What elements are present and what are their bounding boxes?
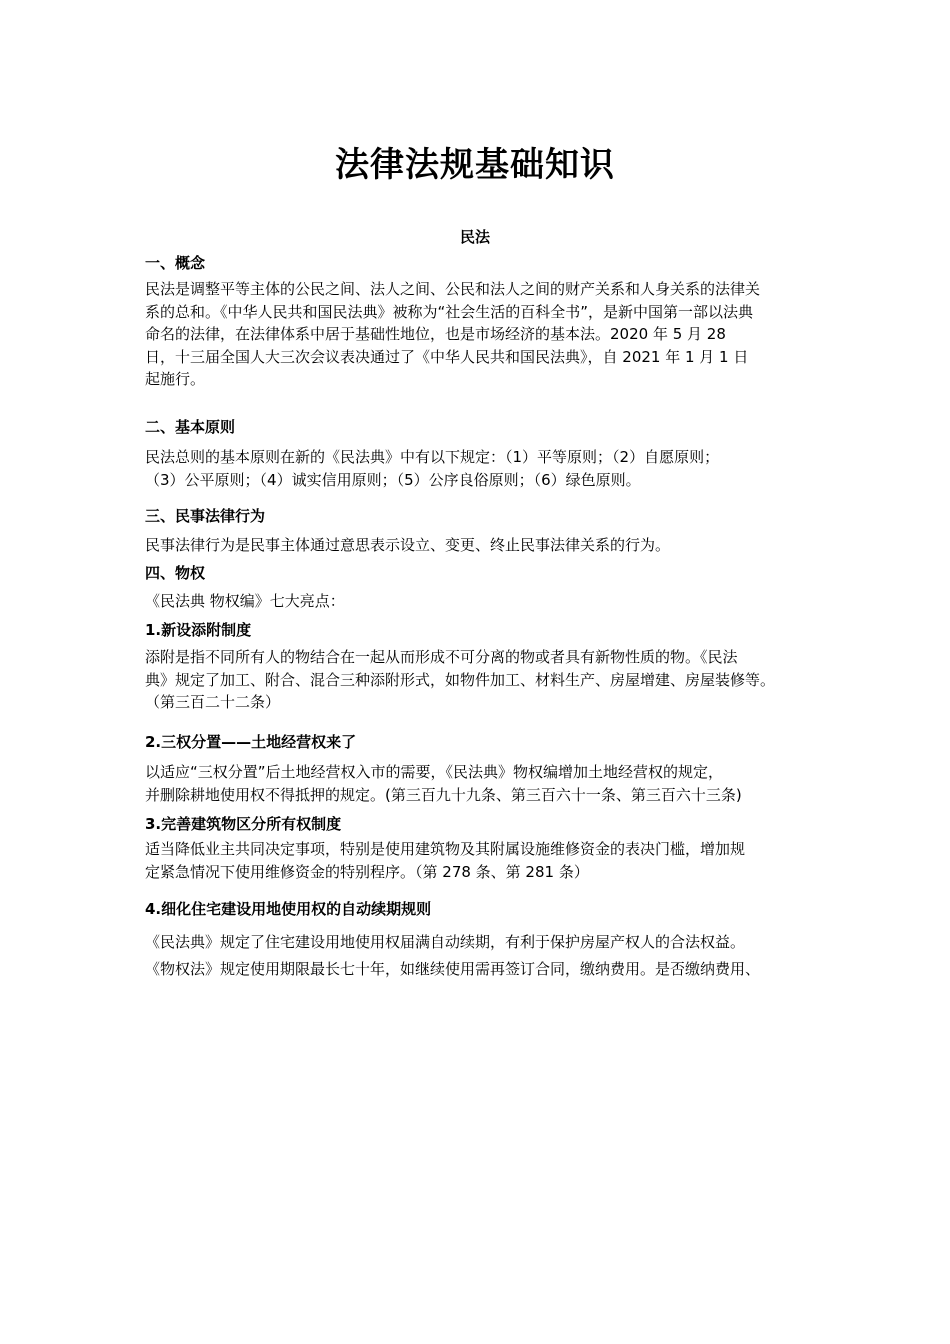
text-line: 并删除耕地使用权不得抵押的规定。(第三百九十九条、第三百六十一条、第三百六十三条) — [145, 785, 742, 804]
paragraph — [145, 929, 825, 983]
text-line: 典》规定了加工、附合、混合三种添附形式，如物件加工、材料生产、房屋增建、房屋装修等。 — [145, 670, 776, 689]
text-line: 民法是调整平等主体的公民之间、法人之间、公民和法人之间的财产关系和人身关系的法律关 — [145, 280, 761, 298]
item-three-rights — [145, 731, 825, 753]
text-line: 民法总则的基本原则在新的《民法典》中有以下规定：（1）平等原则；（2）自愿原则； — [145, 448, 720, 466]
paragraph — [145, 278, 825, 391]
text-line: 以适应“三权分置”后土地经营权入市的需要，《民法典》物权编增加土地经营权的规定， — [145, 763, 724, 781]
text-line: 日，十三届全国人大三次会议表决通过了《中华人民共和国民法典》，自 2021 年 1 月 1 日 — [145, 347, 749, 366]
paragraph — [145, 761, 825, 806]
item-heading: 1.新设添附制度 — [145, 621, 252, 639]
section-civil-juristic-acts — [145, 505, 825, 527]
section-property-rights — [145, 562, 825, 584]
paragraph — [145, 838, 825, 883]
paragraph — [145, 446, 825, 491]
item-accession-body — [145, 646, 825, 714]
item-heading: 3.完善建筑物区分所有权制度 — [145, 815, 342, 833]
text-line: 添附是指不同所有人的物结合在一起从而形成不可分离的物或者具有新物性质的物。《民法 — [145, 648, 738, 666]
section-heading: 二、基本原则 — [145, 418, 236, 436]
document-title: 法律法规基础知识 — [335, 145, 615, 185]
item-auto-renewal — [145, 898, 825, 920]
section-heading: 三、民事法律行为 — [145, 507, 266, 525]
item-heading: 2.三权分置——土地经营权来了 — [145, 733, 357, 751]
text-line: （第三百二十二条） — [145, 693, 281, 712]
text-line: 民事法律行为是民事主体通过意思表示设立、变更、终止民事法律关系的行为。 — [145, 536, 671, 554]
section-principles-body — [145, 446, 825, 491]
section-concept-body — [145, 278, 825, 391]
section-heading: 四、物权 — [145, 564, 206, 582]
item-building-ownership-body — [145, 838, 825, 883]
text-line: （3）公平原则；（4）诚实信用原则；（5）公序良俗原则；（6）绿色原则。 — [145, 470, 641, 489]
section-property-intro — [145, 590, 825, 613]
text-line: 系的总和。《中华人民共和国民法典》被称为“社会生活的百科全书”，是新中国第一部以法典 — [145, 302, 754, 321]
item-accession — [145, 619, 825, 641]
section-title: 民法 — [459, 228, 490, 246]
item-three-rights-body — [145, 761, 825, 806]
section-heading: 一、概念 — [145, 254, 206, 272]
section-principles — [145, 416, 825, 438]
text-line: 《民法典》规定了住宅建设用地使用权届满自动续期，有利于保护房屋产权人的合法权益。 — [145, 933, 746, 951]
section-civil-juristic-acts-body — [145, 534, 825, 557]
text-line: 定紧急情况下使用维修资金的特别程序。（第 278 条、第 281 条） — [145, 862, 589, 881]
item-auto-renewal-body — [145, 929, 825, 983]
section-concept — [145, 252, 825, 274]
text-line: 《民法典 物权编》七大亮点： — [145, 592, 345, 610]
text-line: 起施行。 — [145, 370, 206, 389]
text-line: 《物权法》规定使用期限最长七十年，如继续使用需再签订合同，缴纳费用。是否缴纳费用、 — [145, 960, 761, 978]
paragraph — [145, 646, 825, 714]
item-heading: 4.细化住宅建设用地使用权的自动续期规则 — [145, 900, 432, 918]
paragraph — [145, 590, 825, 613]
text-line: 命名的法律，在法律体系中居于基础性地位，也是市场经济的基本法。2020 年 5 月 28 — [145, 325, 726, 344]
paragraph — [145, 534, 825, 557]
text-line: 适当降低业主共同决定事项，特别是使用建筑物及其附属设施维修资金的表决门槛，增加规 — [145, 840, 746, 858]
item-building-ownership — [145, 813, 825, 835]
